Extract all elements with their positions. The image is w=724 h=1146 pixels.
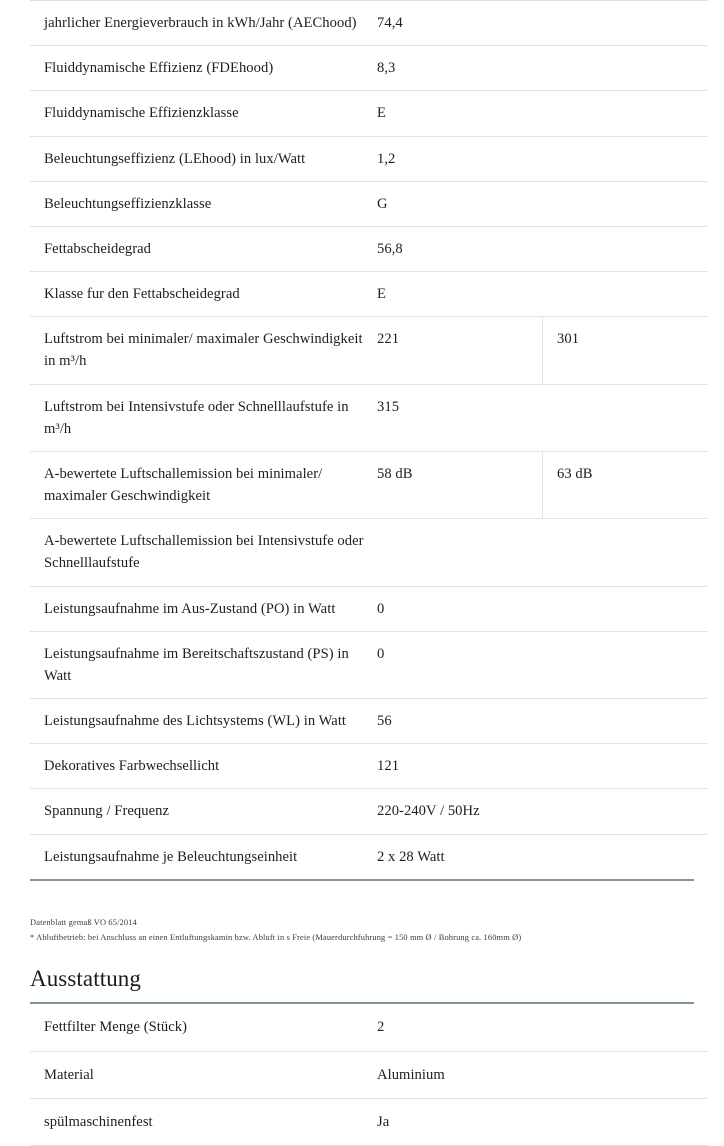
spec-value: 8,3 [377,46,708,91]
spec-value: 315 [377,384,708,451]
spec-value-min: 58 dB [377,451,543,518]
spec-value: 56 [377,699,708,744]
spec-label: jahrlicher Energieverbrauch in kWh/Jahr (AEChood) [30,1,377,46]
spec-value: 0 [377,586,708,631]
footnote-regulation: Datenblatt gemaß VO 65/2014 [30,917,137,927]
spec-label: A-bewertete Luftschallemission bei Intensivstufe oder Schnelllaufstufe [30,519,377,586]
table-row [30,519,708,586]
spec-value-max: 63 dB [543,451,709,518]
spec-value: 121 [377,744,708,789]
table-row [30,1,708,46]
spec-value: E [377,91,708,136]
table-row [30,181,708,226]
spec-label: Luftstrom bei Intensivstufe oder Schnelllaufstufe in m³/h [30,384,377,451]
table-row [30,699,708,744]
spec-label: Beleuchtungseffizienzklasse [30,181,377,226]
table-row [30,136,708,181]
spec-label: A-bewertete Luftschallemission bei minimaler/ maximaler Geschwindigkeit [30,451,377,518]
table-row [30,46,708,91]
specifications-table [30,0,708,879]
table-row [30,789,708,834]
spec-value-max: 301 [543,317,709,384]
spec-label: Leistungsaufnahme im Bereitschaftszustand (PS) in Watt [30,631,377,698]
spec-label: Fluiddynamische Effizienz (FDEhood) [30,46,377,91]
equipment-label: Fettfilter Menge (Stück) [44,1019,188,1036]
spec-value [377,519,708,586]
table-row [30,226,708,271]
spec-label: Fluiddynamische Effizienzklasse [30,91,377,136]
spec-label: Dekoratives Farbwechsellicht [30,744,377,789]
spec-value: E [377,272,708,317]
spec-label: Beleuchtungseffizienz (LEhood) in lux/Watt [30,136,377,181]
table-bottom-rule [30,879,694,881]
spec-label: Spannung / Frequenz [30,789,377,834]
table-row [30,317,708,384]
table-row [30,1098,708,1145]
equipment-label: spülmaschinenfest [30,1098,377,1145]
specifications-table-body [30,1,708,879]
equipment-value: Aluminium [377,1051,708,1098]
table-row [30,384,708,451]
spec-value: 2 x 28 Watt [377,834,708,879]
spec-value-min: 221 [377,317,543,384]
spec-label: Leistungsaufnahme des Lichtsystems (WL) in Watt [30,699,377,744]
spec-label: Luftstrom bei minimaler/ maximaler Geschwindigkeit in m³/h [30,317,377,384]
spec-value: 1,2 [377,136,708,181]
section-heading-equipment: Ausstattung [30,965,141,991]
equipment-value: 2 [377,1019,385,1036]
spec-label: Klasse fur den Fettabscheidegrad [30,272,377,317]
table-row [30,744,708,789]
table-row [30,272,708,317]
table-row [30,586,708,631]
table-row [30,451,708,518]
spec-value: 56,8 [377,226,708,271]
spec-value: 220-240V / 50Hz [377,789,708,834]
equipment-label: Material [30,1051,377,1098]
table-row [30,91,708,136]
footnote-exhaust-mode: * Abluftbetrieb: bei Anschluss an einen Entluftungskamin bzw. Abluft in s Freie (Mauerdurchfuhrung = 150 mm Ø / Bohrung ca. 160mm Ø) [30,933,522,943]
spec-value: 74,4 [377,1,708,46]
equipment-table [30,1004,708,1146]
equipment-value: Ja [377,1098,708,1145]
footnotes [30,915,694,946]
table-row [30,631,708,698]
spec-label: Fettabscheidegrad [30,226,377,271]
spec-value: G [377,181,708,226]
spec-label: Leistungsaufnahme im Aus-Zustand (PO) in Watt [30,586,377,631]
table-row [30,834,708,879]
equipment-table-body [30,1004,708,1145]
spec-value: 0 [377,631,708,698]
spec-label: Leistungsaufnahme je Beleuchtungseinheit [30,834,377,879]
table-row [30,1051,708,1098]
table-row [30,1004,708,1051]
